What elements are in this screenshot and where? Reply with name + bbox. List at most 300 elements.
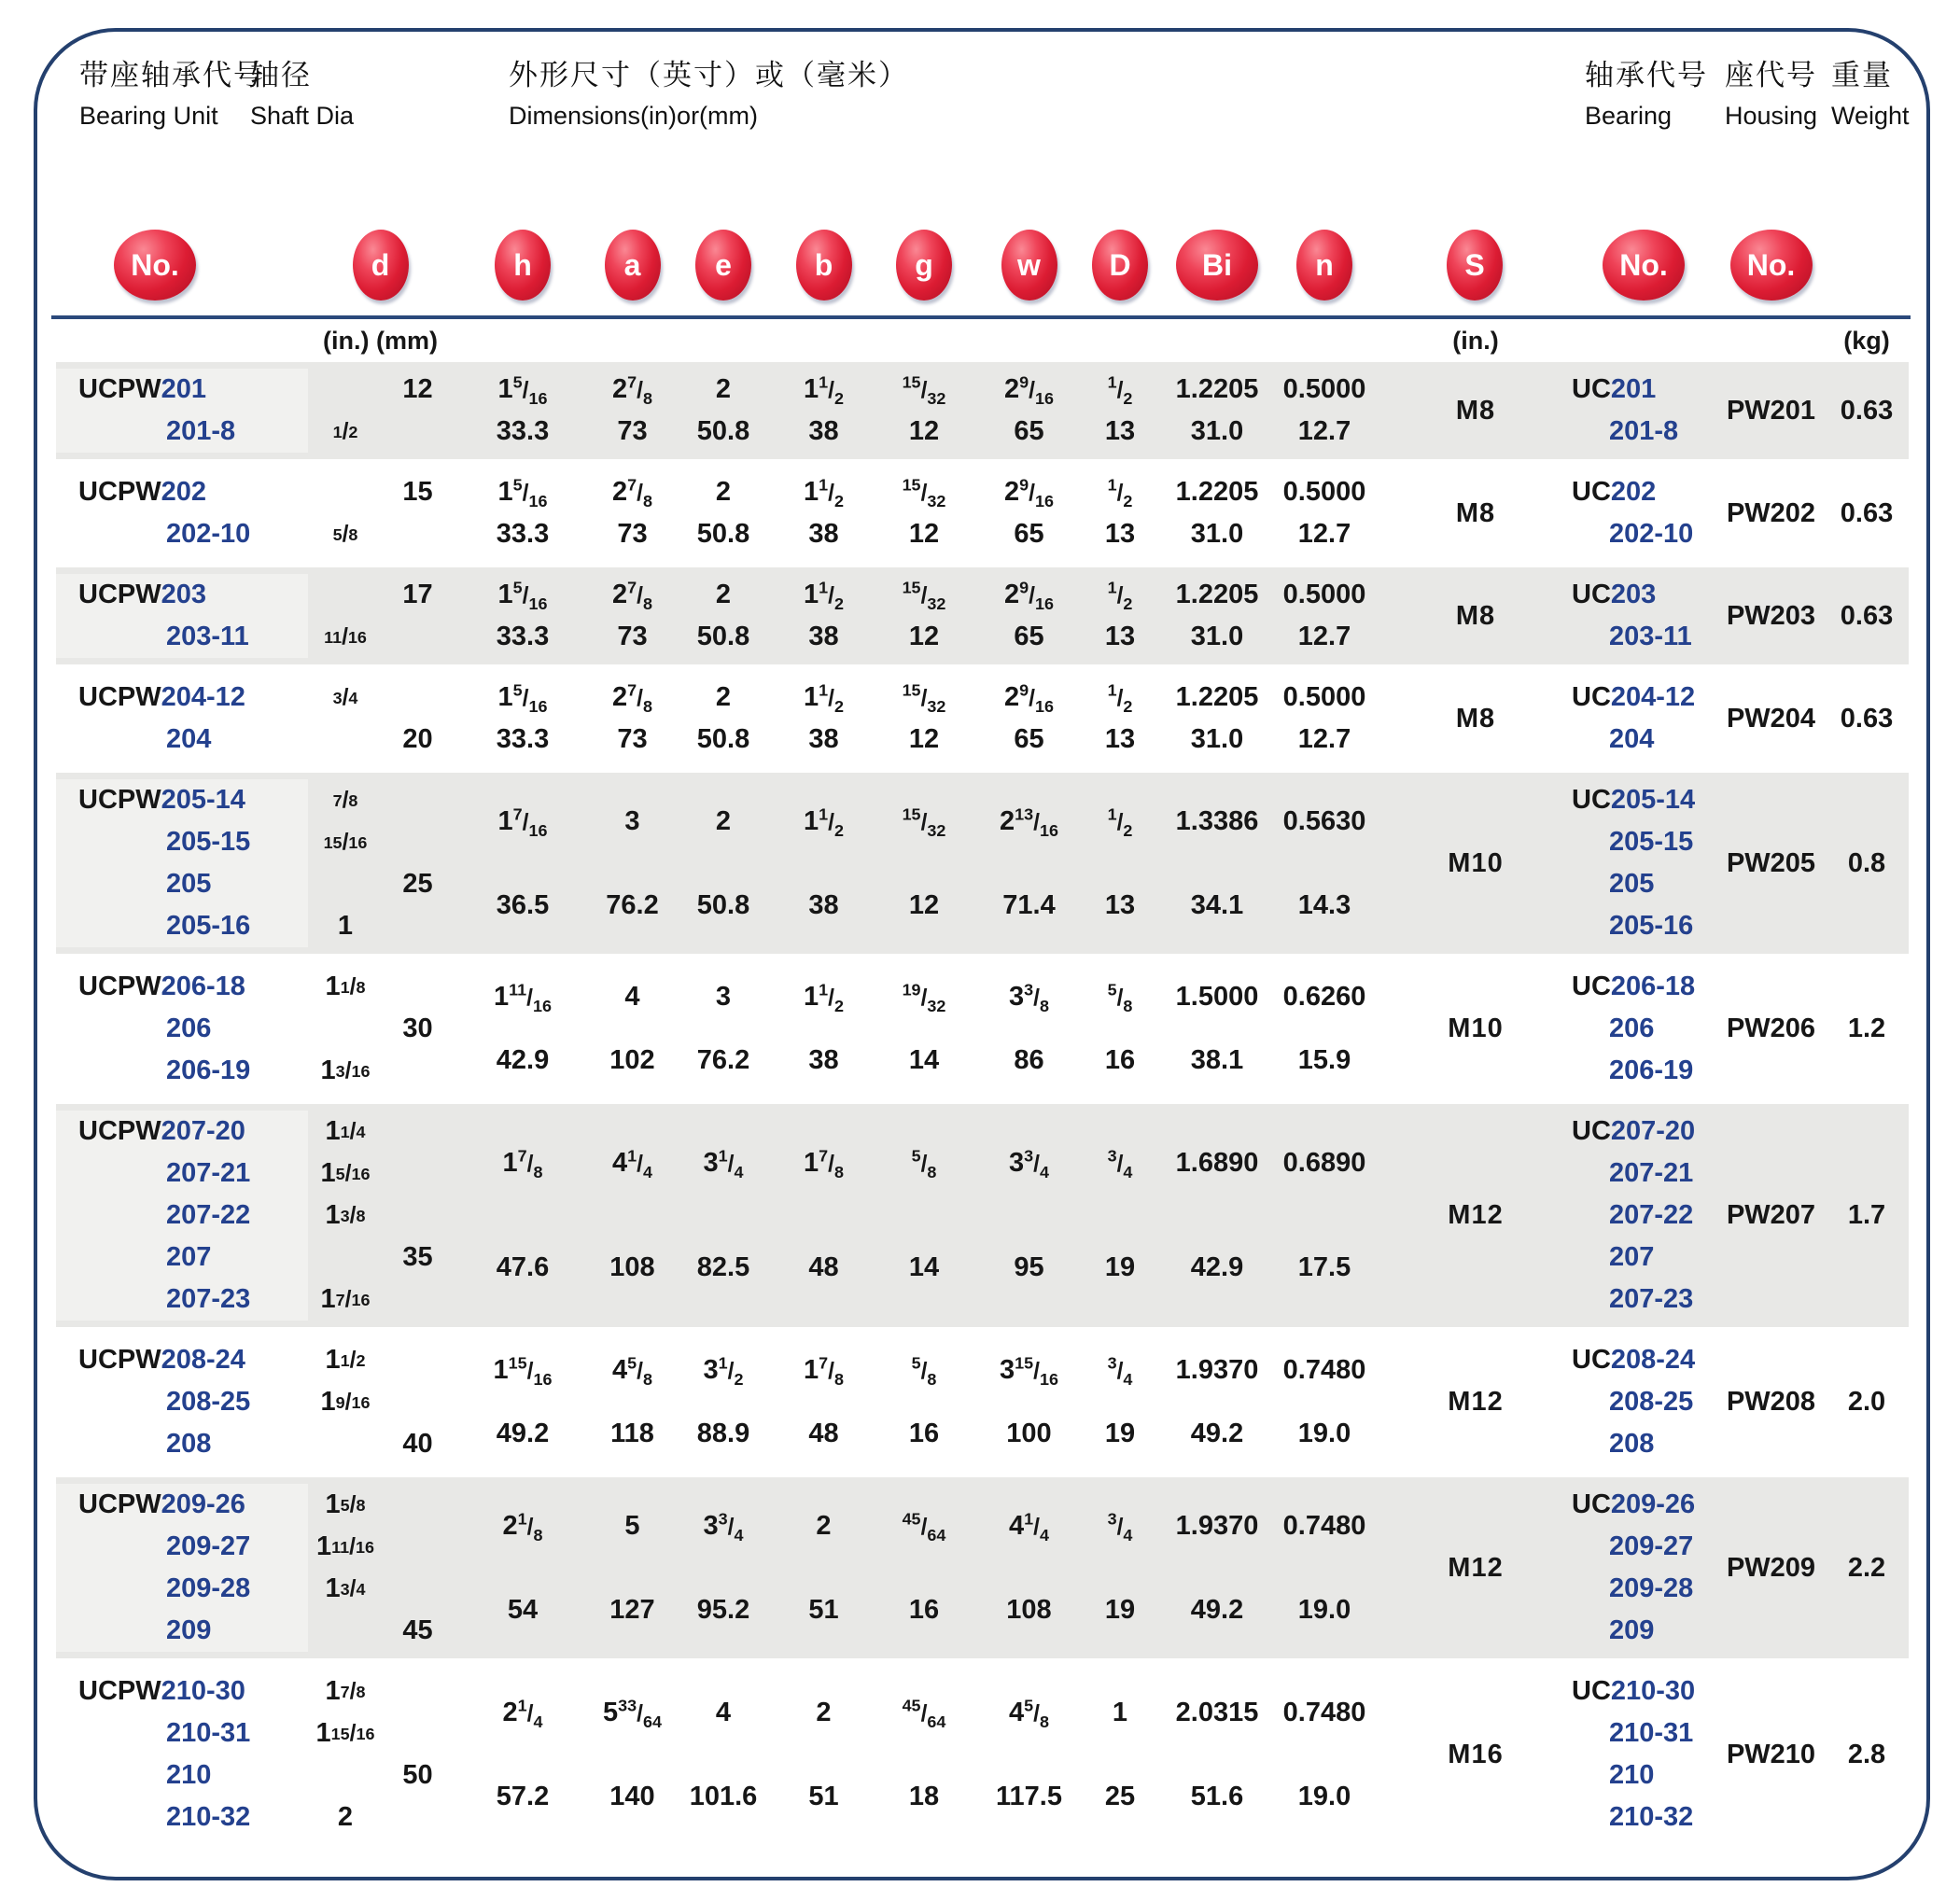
dim-D-inch: $^1/_2$ <box>1107 372 1133 408</box>
cell-dim-g <box>873 574 975 658</box>
cell-dim-w <box>975 471 1083 555</box>
dim-g-inch: $^{45}/_{64}$ <box>902 1508 946 1545</box>
table-row-group-202 <box>56 465 1909 562</box>
dim-n-mm: 17.5 <box>1297 1252 1351 1283</box>
cell-dim-D <box>1083 1484 1157 1652</box>
dim-w-inch: $3^3/_4$ <box>1009 1146 1049 1181</box>
dim-h-mm: 42.9 <box>496 1044 550 1075</box>
table-row-group-207 <box>56 1104 1909 1327</box>
dim-g-inch: $^5/_8$ <box>911 1353 937 1390</box>
cell-d-inch <box>308 966 383 1092</box>
dim-a-inch: 4 <box>624 982 640 1013</box>
dim-w-inch: $2^9/_{16}$ <box>1004 372 1054 408</box>
cell-unit-no <box>56 1670 308 1838</box>
d-inch-value: 1 1 / 4 <box>325 1116 366 1146</box>
d-mm-value <box>383 616 453 658</box>
column-ball-D: D <box>1092 230 1148 301</box>
unit-code-line <box>56 1712 308 1754</box>
dim-n-inch: 0.7480 <box>1282 1510 1366 1541</box>
cell-dim-n <box>1277 677 1372 761</box>
cell-weight: 0.63 <box>1840 395 1894 426</box>
dim-a-mm: 108 <box>609 1252 655 1283</box>
dim-g-mm: 18 <box>908 1781 940 1811</box>
d-inch-value <box>308 1754 383 1796</box>
bearing-code-line <box>1540 1712 1717 1754</box>
dim-D-inch: $^3/_4$ <box>1107 1146 1133 1181</box>
cell-bearing-no <box>1540 677 1717 761</box>
cell-d-mm <box>383 471 453 555</box>
d-inch-value: 1 9 / 16 <box>320 1387 371 1417</box>
unit-code-line <box>56 616 308 658</box>
dim-D-mm: 13 <box>1104 622 1136 651</box>
dim-b-inch: $1^7/_8$ <box>804 1146 844 1181</box>
d-mm-value: 25 <box>402 869 433 899</box>
dim-D-inch: 1 <box>1112 1697 1128 1727</box>
bearing-code-line <box>1540 1381 1717 1423</box>
dim-Bi-inch: 1.9370 <box>1175 1510 1259 1541</box>
cell-bearing-no <box>1540 1484 1717 1652</box>
cell-unit-no <box>56 369 308 453</box>
bearing-code-line <box>1540 1670 1717 1712</box>
dim-h-mm: 49.2 <box>496 1418 550 1448</box>
dim-e-mm: 50.8 <box>696 724 750 754</box>
dim-a-mm: 73 <box>617 622 648 651</box>
cell-bolt-size: M8 <box>1455 703 1496 734</box>
bearing-code-number: 207-22 <box>1609 1200 1694 1230</box>
d-inch-value: 1 7 / 8 <box>325 1676 366 1706</box>
dim-g-mm: 12 <box>908 416 940 446</box>
dim-h-mm: 54 <box>507 1594 539 1625</box>
dim-w-mm: 95 <box>1014 1252 1044 1283</box>
column-ball-cell-w <box>975 230 1083 301</box>
d-mm-value <box>383 1381 453 1423</box>
d-inch-value: 15 / 16 <box>323 829 368 855</box>
cell-dim-w <box>975 1339 1083 1465</box>
cell-dim-b <box>775 1111 873 1321</box>
d-inch-value: 1 5 / 16 <box>320 1158 371 1188</box>
cell-bearing-no <box>1540 1339 1717 1465</box>
column-ball-row <box>56 230 1909 301</box>
dim-b-inch: 2 <box>816 1697 832 1727</box>
cell-dim-h <box>453 1670 593 1838</box>
bearing-code-number: 210 <box>1609 1760 1655 1790</box>
dim-D-mm: 25 <box>1104 1781 1136 1811</box>
cell-dim-g <box>873 966 975 1092</box>
cell-dim-g <box>873 1111 975 1321</box>
unit-code-prefix: UCPW <box>78 971 161 1001</box>
bearing-code-prefix: UC <box>1572 785 1611 815</box>
table-row-group-209 <box>56 1477 1909 1658</box>
cell-weight: 2.0 <box>1847 1387 1886 1417</box>
cell-dim-w <box>975 1111 1083 1321</box>
bearing-code-line <box>1540 1195 1717 1237</box>
bearing-code-number: 202-10 <box>1609 519 1694 549</box>
dim-g-inch: $^5/_8$ <box>911 1146 937 1181</box>
cell-d-mm <box>383 1339 453 1465</box>
cell-dim-Bi <box>1157 369 1277 453</box>
table-row-group-201 <box>56 362 1909 459</box>
header-weight-zh: 重量 <box>1831 59 1893 91</box>
unit-code-line <box>56 574 308 616</box>
cell-dim-a <box>593 471 672 555</box>
cell-dim-g <box>873 1670 975 1838</box>
dim-w-inch: $2^9/_{16}$ <box>1004 578 1054 613</box>
dim-w-mm: 86 <box>1014 1044 1044 1075</box>
cell-d-mm <box>383 1111 453 1321</box>
dim-D-inch: $^1/_2$ <box>1107 475 1133 510</box>
cell-d-inch <box>308 1670 383 1838</box>
cell-bearing-no <box>1540 1111 1717 1321</box>
dim-e-mm: 101.6 <box>689 1781 758 1811</box>
cell-dim-n <box>1277 1670 1372 1838</box>
dim-h-mm: 36.5 <box>496 889 550 920</box>
column-ball-cell-d <box>308 230 453 301</box>
dim-a-inch: $2^7/_8$ <box>612 372 652 408</box>
cell-dim-n <box>1277 369 1372 453</box>
header-bearing <box>1585 51 1708 131</box>
dim-D-inch: $^3/_4$ <box>1107 1508 1133 1545</box>
unit-code-line <box>56 1526 308 1568</box>
bearing-code-line <box>1540 369 1717 411</box>
cell-housing-no: PW208 <box>1726 1387 1816 1417</box>
dim-w-mm: 71.4 <box>1002 889 1056 920</box>
dim-b-inch: $1^1/_2$ <box>804 475 844 510</box>
cell-dim-e <box>672 1484 775 1652</box>
cell-dim-D <box>1083 574 1157 658</box>
dim-g-inch: $^{15}/_{32}$ <box>902 680 946 716</box>
cell-dim-e <box>672 1111 775 1321</box>
d-mm-value: 40 <box>402 1429 433 1459</box>
bearing-code-line <box>1540 719 1717 761</box>
cell-bolt-size: M10 <box>1448 1013 1504 1043</box>
dim-b-inch: $1^1/_2$ <box>804 578 844 613</box>
bearing-code-number: 203-11 <box>1609 622 1692 651</box>
units-d: (in.) (mm) <box>323 327 438 355</box>
dim-b-mm: 38 <box>808 519 839 549</box>
d-mm-value <box>383 411 453 453</box>
unit-code-line <box>56 471 308 513</box>
dim-b-inch: $1^1/_2$ <box>804 804 844 840</box>
dim-h-mm: 33.3 <box>496 519 550 549</box>
d-mm-value <box>383 1279 453 1321</box>
unit-code-prefix: UCPW <box>78 1676 161 1706</box>
bearing-code-number: 208-25 <box>1609 1387 1694 1417</box>
dim-g-mm: 14 <box>908 1044 940 1075</box>
units-subheader <box>56 327 1909 356</box>
unit-code-prefix: UCPW <box>78 580 161 609</box>
header-bearing-unit-zh: 带座轴承代号 <box>79 59 264 91</box>
d-mm-value <box>383 905 453 947</box>
cell-d-mm <box>383 369 453 453</box>
cell-dim-n <box>1277 1339 1372 1465</box>
dim-n-mm: 12.7 <box>1297 416 1351 446</box>
cell-bolt-size: M8 <box>1455 497 1496 528</box>
unit-code-line <box>56 821 308 863</box>
dim-a-inch: $5^{33}/_{64}$ <box>603 1695 662 1731</box>
unit-code-prefix: UCPW <box>78 477 161 507</box>
column-ball-h: h <box>495 230 551 301</box>
unit-code-line <box>56 1610 308 1652</box>
dim-h-inch: $1^5/_{16}$ <box>497 680 548 716</box>
dim-n-inch: 0.5000 <box>1282 682 1366 712</box>
cell-unit-no <box>56 574 308 658</box>
dim-n-inch: 0.5000 <box>1282 374 1366 404</box>
units-s: (in.) <box>1452 327 1499 355</box>
table-row-group-204 <box>56 670 1909 767</box>
d-mm-value <box>383 1526 453 1568</box>
d-inch-value: 1 3 / 8 <box>325 1200 366 1230</box>
cell-d-mm <box>383 1484 453 1652</box>
dim-b-mm: 38 <box>808 889 839 920</box>
bearing-code-number: 207-20 <box>1610 1116 1696 1146</box>
dim-e-mm: 50.8 <box>696 622 750 651</box>
cell-dim-Bi <box>1157 677 1277 761</box>
d-inch-value: 1 15 / 16 <box>315 1718 375 1748</box>
dim-h-inch: $1^{11}/_{16}$ <box>494 980 552 1016</box>
cell-dim-w <box>975 966 1083 1092</box>
d-inch-value <box>308 1610 383 1652</box>
cell-dim-n <box>1277 471 1372 555</box>
d-mm-value <box>383 1712 453 1754</box>
column-ball-cell-h <box>453 230 593 301</box>
cell-dim-b <box>775 966 873 1092</box>
column-ball-a: a <box>605 230 661 301</box>
dim-D-inch: $^1/_2$ <box>1107 680 1133 716</box>
table-row-group-203 <box>56 567 1909 664</box>
d-mm-value <box>383 779 453 821</box>
cell-bolt-size: M8 <box>1455 600 1496 631</box>
cell-dim-Bi <box>1157 779 1277 947</box>
d-inch-value: 1 3 / 16 <box>320 1055 371 1085</box>
column-ball-housing-no: No. <box>1730 230 1813 301</box>
unit-code-line <box>56 1195 308 1237</box>
dim-a-inch: $2^7/_8$ <box>612 578 652 613</box>
d-mm-value <box>383 966 453 1008</box>
cell-bearing-no <box>1540 966 1717 1092</box>
unit-code-line <box>56 966 308 1008</box>
dim-Bi-mm: 38.1 <box>1190 1044 1244 1075</box>
dim-D-mm: 13 <box>1104 519 1136 549</box>
unit-code-number: 209-27 <box>166 1531 251 1561</box>
dim-h-inch: $1^5/_{16}$ <box>497 578 548 613</box>
bearing-code-line <box>1540 1111 1717 1153</box>
dim-h-inch: $1^{15}/_{16}$ <box>493 1353 553 1390</box>
dim-n-inch: 0.5000 <box>1282 580 1366 609</box>
dim-Bi-inch: 1.2205 <box>1175 477 1259 507</box>
bearing-code-line <box>1540 1050 1717 1092</box>
bearing-code-prefix: UC <box>1572 1489 1611 1519</box>
cell-unit-no <box>56 471 308 555</box>
dim-g-mm: 12 <box>908 889 940 920</box>
dim-e-inch: 2 <box>715 580 732 609</box>
bearing-code-line <box>1540 779 1717 821</box>
cell-dim-e <box>672 471 775 555</box>
cell-dim-D <box>1083 1111 1157 1321</box>
unit-code-line <box>56 1050 308 1092</box>
cell-dim-w <box>975 574 1083 658</box>
dim-a-mm: 76.2 <box>606 889 659 920</box>
unit-code-line <box>56 1796 308 1838</box>
dim-a-inch: $2^7/_8$ <box>612 475 652 510</box>
d-mm-value <box>383 1195 453 1237</box>
d-mm-value: 15 <box>402 477 433 507</box>
cell-housing-no: PW205 <box>1726 847 1816 878</box>
dim-Bi-inch: 1.2205 <box>1175 682 1259 712</box>
dim-g-mm: 12 <box>908 622 940 651</box>
unit-code-line <box>56 1754 308 1796</box>
unit-code-line <box>56 719 308 761</box>
header-bearing-zh: 轴承代号 <box>1585 59 1708 91</box>
unit-code-line <box>56 513 308 555</box>
dim-n-inch: 0.6890 <box>1282 1147 1366 1178</box>
dim-Bi-inch: 2.0315 <box>1175 1697 1259 1727</box>
cell-dim-n <box>1277 574 1372 658</box>
d-mm-value: 12 <box>402 374 433 404</box>
dim-e-inch: $3^1/_4$ <box>703 1146 744 1181</box>
dim-D-mm: 19 <box>1104 1418 1136 1448</box>
dim-w-inch: $3^{15}/_{16}$ <box>1000 1353 1058 1390</box>
bearing-code-number: 210-30 <box>1610 1676 1696 1706</box>
dim-h-inch: $2^1/_4$ <box>502 1695 543 1731</box>
dim-Bi-inch: 1.2205 <box>1175 580 1259 609</box>
cell-dim-g <box>873 369 975 453</box>
d-inch-value: 1 1 / 8 <box>325 971 366 1001</box>
dim-n-mm: 19.0 <box>1297 1781 1351 1811</box>
dim-e-mm: 50.8 <box>696 519 750 549</box>
d-inch-value: 1 / 2 <box>332 418 358 444</box>
unit-code-number: 208-25 <box>166 1387 251 1417</box>
unit-code-number: 210 <box>166 1760 212 1790</box>
table-row-group-205 <box>56 773 1909 954</box>
unit-code-line <box>56 1423 308 1465</box>
dim-e-inch: 2 <box>715 805 732 836</box>
d-inch-value: 1 3 / 4 <box>325 1573 366 1603</box>
bearing-code-number: 201-8 <box>1609 416 1679 446</box>
unit-code-number: 208-24 <box>161 1345 245 1375</box>
bearing-code-line <box>1540 1279 1717 1321</box>
d-inch-value: 2 <box>337 1802 354 1832</box>
dim-a-mm: 127 <box>609 1594 655 1625</box>
dim-b-inch: $1^1/_2$ <box>804 680 844 716</box>
unit-code-line <box>56 905 308 947</box>
dim-Bi-mm: 31.0 <box>1190 622 1244 651</box>
header-shaft-dia <box>250 51 354 131</box>
dim-b-inch: 2 <box>816 1510 832 1541</box>
unit-code-number: 207-23 <box>166 1284 251 1314</box>
bearing-code-number: 206-18 <box>1610 971 1696 1001</box>
column-ball-cell-b <box>775 230 873 301</box>
column-ball-unit-no: No. <box>114 230 196 301</box>
dim-n-inch: 0.7480 <box>1282 1355 1366 1386</box>
cell-bearing-no <box>1540 1670 1717 1838</box>
d-inch-value: 1 5 / 8 <box>325 1489 366 1519</box>
bearing-code-line <box>1540 1754 1717 1796</box>
bearing-code-prefix: UC <box>1572 1345 1611 1375</box>
cell-dim-h <box>453 1339 593 1465</box>
cell-dim-Bi <box>1157 1339 1277 1465</box>
cell-dim-n <box>1277 966 1372 1092</box>
cell-dim-e <box>672 966 775 1092</box>
cell-d-mm <box>383 966 453 1092</box>
unit-code-line <box>56 1339 308 1381</box>
d-mm-value: 50 <box>402 1760 433 1790</box>
d-inch-value <box>308 1423 383 1465</box>
dim-w-mm: 100 <box>1006 1418 1052 1448</box>
cell-weight: 2.8 <box>1847 1739 1886 1769</box>
bearing-code-line <box>1540 1568 1717 1610</box>
dim-b-mm: 48 <box>808 1418 839 1448</box>
cell-dim-h <box>453 1111 593 1321</box>
unit-code-number: 206-18 <box>161 971 245 1001</box>
dim-g-inch: $^{15}/_{32}$ <box>902 804 946 840</box>
dim-Bi-mm: 31.0 <box>1190 519 1244 549</box>
cell-d-inch <box>308 369 383 453</box>
dim-h-inch: $2^1/_8$ <box>502 1508 543 1545</box>
unit-code-number: 207 <box>166 1242 212 1272</box>
column-ball-cell-a <box>593 230 672 301</box>
dim-b-mm: 48 <box>808 1252 839 1283</box>
bearing-code-line <box>1540 1153 1717 1195</box>
table-top-rule <box>51 315 1911 319</box>
cell-unit-no <box>56 779 308 947</box>
unit-code-number: 205-16 <box>166 911 251 941</box>
dim-w-mm: 65 <box>1014 416 1044 446</box>
dim-h-mm: 57.2 <box>496 1781 550 1811</box>
unit-code-line <box>56 369 308 411</box>
header-housing <box>1725 51 1817 131</box>
dim-e-inch: $3^3/_4$ <box>703 1508 744 1545</box>
dim-D-inch: $^1/_2$ <box>1107 804 1133 840</box>
cell-unit-no <box>56 677 308 761</box>
unit-code-number: 209 <box>166 1615 212 1645</box>
cell-dim-D <box>1083 1339 1157 1465</box>
dim-e-inch: 2 <box>715 374 732 404</box>
unit-code-number: 207-22 <box>166 1200 251 1230</box>
column-ball-g: g <box>896 230 952 301</box>
dim-a-mm: 73 <box>617 519 648 549</box>
column-ball-d: d <box>353 230 409 301</box>
dim-e-mm: 82.5 <box>696 1252 750 1283</box>
bearing-code-line <box>1540 411 1717 453</box>
dim-h-inch: $1^5/_{16}$ <box>497 372 548 408</box>
cell-d-mm <box>383 779 453 947</box>
cell-d-inch <box>308 1339 383 1465</box>
dim-Bi-inch: 1.3386 <box>1175 805 1259 836</box>
cell-dim-D <box>1083 471 1157 555</box>
bearing-code-line <box>1540 574 1717 616</box>
column-ball-cell-g <box>873 230 975 301</box>
dim-w-inch: $2^{13}/_{16}$ <box>1000 804 1058 840</box>
unit-code-number: 204-12 <box>161 682 245 712</box>
column-ball-n: n <box>1296 230 1352 301</box>
dim-g-mm: 16 <box>908 1594 940 1625</box>
cell-dim-h <box>453 369 593 453</box>
dim-b-mm: 38 <box>808 416 839 446</box>
unit-code-prefix: UCPW <box>78 1116 161 1146</box>
dim-n-inch: 0.5000 <box>1282 477 1366 507</box>
dim-w-inch: $2^9/_{16}$ <box>1004 475 1054 510</box>
dim-w-inch: $4^5/_8$ <box>1009 1695 1049 1731</box>
column-ball-cell-D <box>1083 230 1157 301</box>
cell-dim-e <box>672 677 775 761</box>
cell-dim-g <box>873 471 975 555</box>
dim-n-inch: 0.5630 <box>1282 805 1366 836</box>
column-ball-cell-bearing-no <box>1540 230 1717 301</box>
cell-dim-D <box>1083 369 1157 453</box>
d-mm-value <box>383 1050 453 1092</box>
cell-dim-a <box>593 1339 672 1465</box>
cell-dim-n <box>1277 779 1372 947</box>
